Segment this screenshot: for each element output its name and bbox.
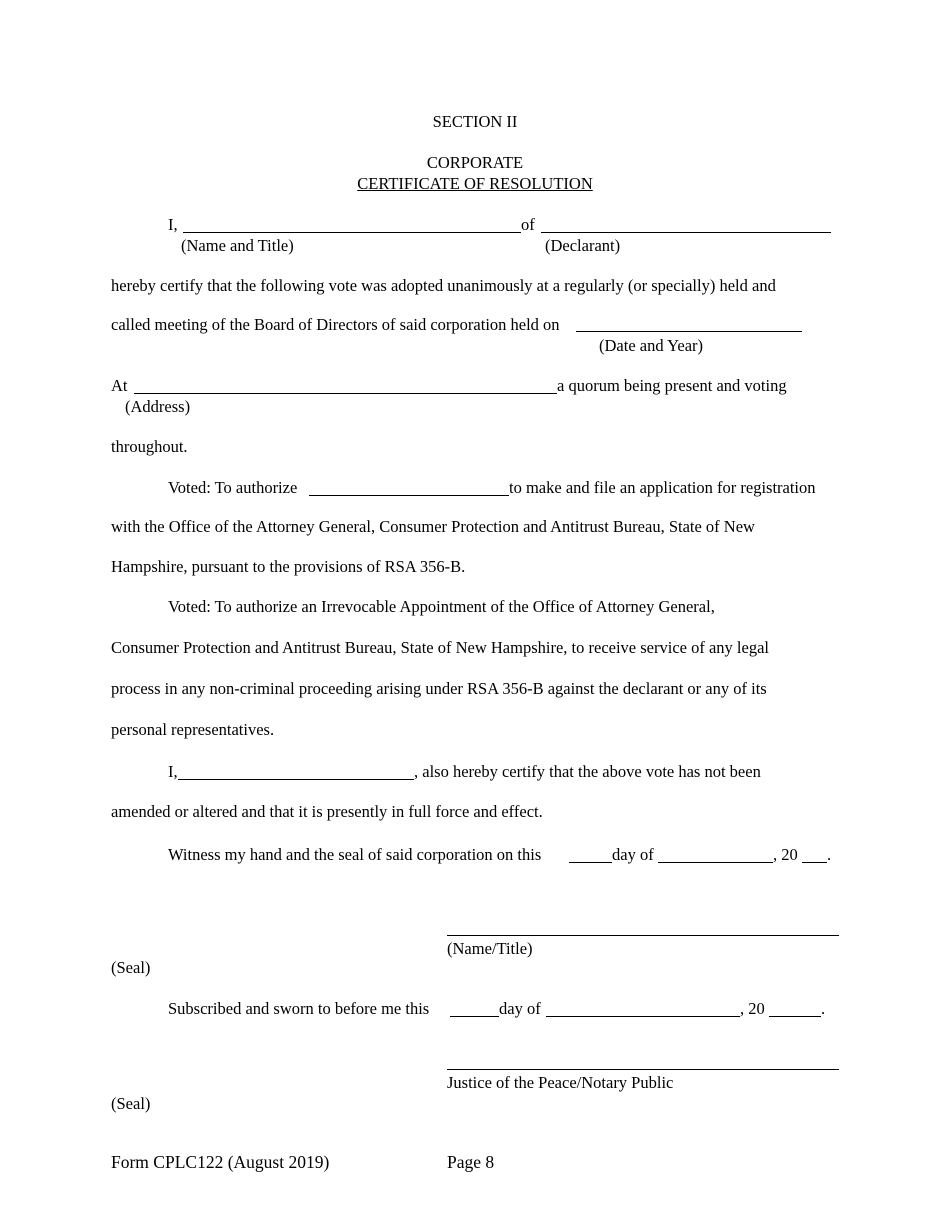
vote1-suffix: to make and file an application for registration [509,478,816,497]
certify2-suffix: , also hereby certify that the above vote has not been [414,762,761,781]
certifier-name-blank[interactable] [178,779,414,780]
name-title-caption: (Name and Title) [181,236,294,255]
name-title-blank[interactable] [183,232,521,233]
certify2-prefix: I, [168,762,178,781]
notary-caption: Justice of the Peace/Notary Public [447,1073,674,1092]
witness-period: . [827,845,832,864]
throughout-text: throughout. [111,437,188,456]
authorized-person-blank[interactable] [309,495,509,496]
sworn-month-blank[interactable] [546,1016,740,1017]
address-blank[interactable] [134,393,557,394]
vote2-line-2: Consumer Protection and Antitrust Bureau, State of New Hampshire, to receive service of any legal [111,638,769,657]
vote1-line-2: with the Office of the Attorney General, Consumer Protection and Antitrust Bureau, State of New [111,517,755,536]
witness-year-prefix: , 20 [773,845,798,864]
witness-day-of: day of [612,845,654,864]
certify-line-2: called meeting of the Board of Directors of said corporation held on [111,315,560,334]
address-prefix: At [111,376,128,395]
witness-prefix: Witness my hand and the seal of said corporation on this [168,845,542,864]
witness-month-blank[interactable] [658,862,773,863]
certificate-title-wrap [0,174,950,194]
address-suffix: a quorum being present and voting [557,376,787,395]
sworn-period: . [821,999,826,1018]
page-number: Page 8 [447,1152,495,1172]
name-title-signature-line[interactable] [447,935,839,936]
date-year-caption: (Date and Year) [599,336,704,355]
corporate-heading: CORPORATE [426,153,524,172]
certify2-line-2: amended or altered and that it is presently in full force and effect. [111,802,543,821]
vote2-line-3: process in any non-criminal proceeding arising under RSA 356-B against the declarant or any of its [111,679,767,698]
declarant-caption: (Declarant) [545,236,621,255]
vote2-line-4: personal representatives. [111,720,275,739]
declaration-of: of [521,215,535,234]
certify-line-1: hereby certify that the following vote was adopted unanimously at a regularly (or specially) held and [111,276,776,295]
notary-signature-line[interactable] [447,1069,839,1070]
vote2-line-1: Voted: To authorize an Irrevocable Appointment of the Office of Attorney General, [168,597,715,616]
form-number: Form CPLC122 (August 2019) [111,1152,330,1172]
declarant-blank[interactable] [541,232,831,233]
sworn-day-of: day of [499,999,541,1018]
name-title-signature-caption: (Name/Title) [447,939,533,958]
declaration-prefix: I, [168,215,178,234]
section-heading: SECTION II [432,112,518,131]
seal-label-2: (Seal) [111,1094,151,1113]
witness-year-blank[interactable] [802,862,827,863]
date-year-blank[interactable] [576,331,802,332]
address-caption: (Address) [125,397,191,416]
seal-label-1: (Seal) [111,958,151,977]
sworn-prefix: Subscribed and sworn to before me this [168,999,430,1018]
sworn-day-blank[interactable] [450,1016,499,1017]
certificate-title: CERTIFICATE OF RESOLUTION [357,174,593,193]
sworn-year-blank[interactable] [769,1016,821,1017]
sworn-year-prefix: , 20 [740,999,765,1018]
witness-day-blank[interactable] [569,862,612,863]
vote1-line-3: Hampshire, pursuant to the provisions of RSA 356-B. [111,557,466,576]
vote1-prefix: Voted: To authorize [168,478,298,497]
